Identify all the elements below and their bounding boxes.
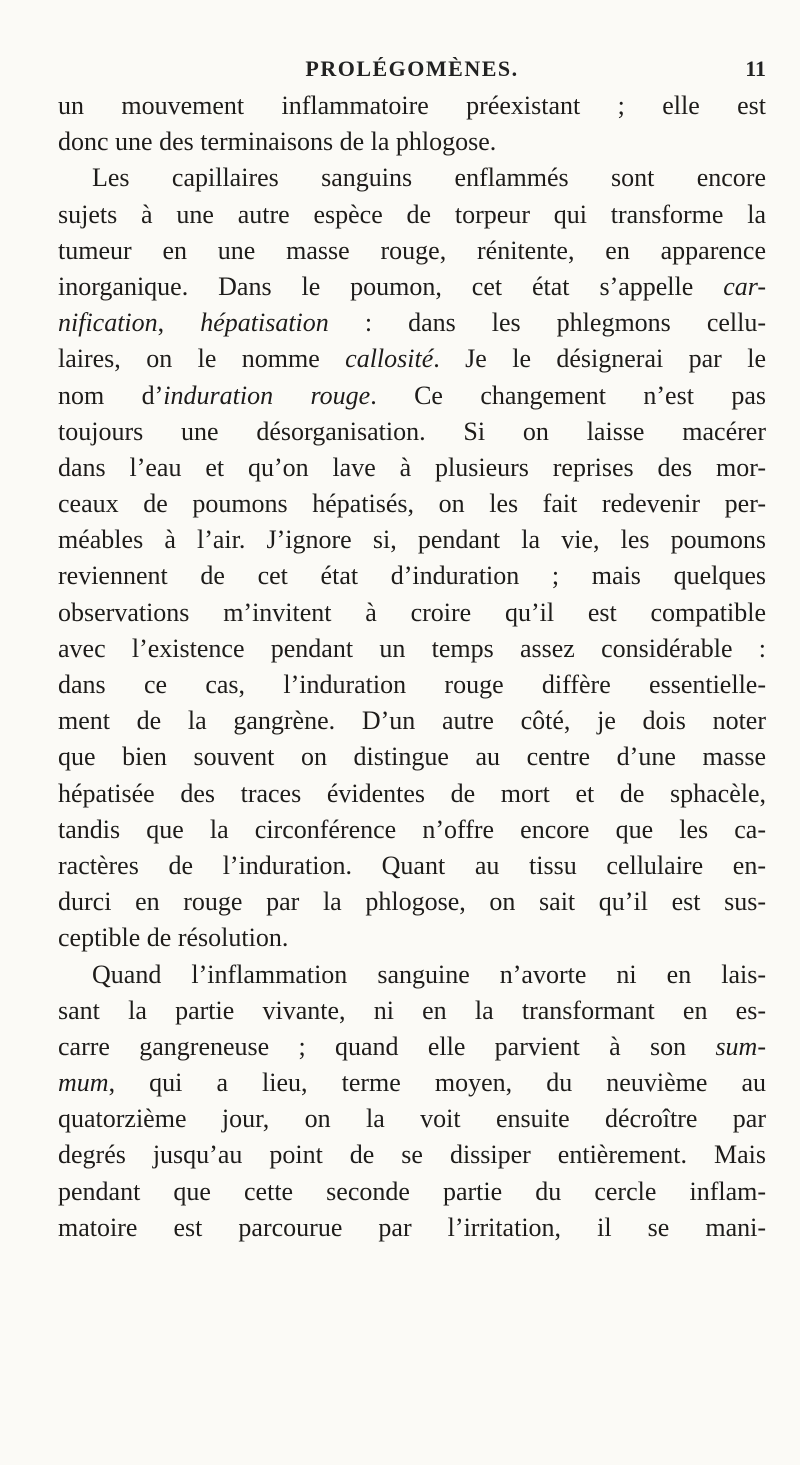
text-line: quatorzième jour, on la voit ensuite décroître par bbox=[58, 1104, 766, 1134]
page-number: 11 bbox=[745, 56, 766, 81]
text-line: degrés jusqu’au point de se dissiper entièrement. Mais bbox=[58, 1140, 766, 1170]
text-line: sujets à une autre espèce de torpeur qui transforme la bbox=[58, 199, 766, 229]
text-line: matoire est parcourue par l’irritation, il se mani- bbox=[58, 1212, 766, 1242]
text-line: tumeur en une masse rouge, rénitente, en apparence bbox=[58, 235, 766, 265]
text-line bbox=[58, 305, 766, 341]
text-fragment: . Ce changement n’est pas bbox=[370, 380, 766, 410]
text-fragment: , qui a lieu, terme moyen, du neuvième au bbox=[108, 1068, 766, 1098]
text-fragment: : dans les phlegmons cellu- bbox=[328, 308, 766, 338]
text-line bbox=[58, 269, 766, 305]
text-line: dans ce cas, l’induration rouge diffère essentielle- bbox=[58, 670, 766, 699]
text-line: méables à l’air. J’ignore si, pendant la vie, les poumons bbox=[58, 525, 766, 555]
italic-term: hépatisation bbox=[200, 308, 329, 338]
italic-term: mum bbox=[58, 1068, 109, 1098]
text-fragment: , bbox=[157, 308, 201, 338]
text-line: durci en rouge par la phlogose, on sait qu’il est sus- bbox=[58, 887, 766, 917]
text-fragment: laires, on le nomme bbox=[58, 344, 346, 374]
italic-term: car- bbox=[723, 271, 766, 301]
text-line: sant la partie vivante, ni en la transformant en es- bbox=[58, 995, 766, 1025]
running-head bbox=[58, 56, 766, 86]
text-line: hépatisée des traces évidentes de mort et de sphacèle, bbox=[58, 778, 766, 808]
running-title: PROLÉGOMÈNES. bbox=[305, 56, 519, 81]
text-line: ceaux de poumons hépatisés, on les fait redevenir per- bbox=[58, 489, 766, 519]
italic-term: sum- bbox=[715, 1031, 766, 1061]
text-line bbox=[58, 378, 766, 414]
text-line: reviennent de cet état d’induration ; mais quelques bbox=[58, 561, 766, 591]
text-line: Les capillaires sanguins enflammés sont encore bbox=[92, 163, 766, 193]
text-fragment: carre gangreneuse ; quand elle parvient à son bbox=[58, 1031, 716, 1061]
text-line: avec l’existence pendant un temps assez considérable : bbox=[58, 633, 766, 663]
body-text bbox=[58, 88, 766, 1246]
text-line: pendant que cette seconde partie du cercle inflam- bbox=[58, 1176, 766, 1206]
text-line: observations m’invitent à croire qu’il est compatible bbox=[58, 597, 766, 627]
text-fragment: . Je le désignerai par le bbox=[433, 344, 766, 374]
text-line: Quand l’inflammation sanguine n’avorte ni en lais- bbox=[92, 959, 766, 989]
text-line: toujours une désorganisation. Si on laisse macérer bbox=[58, 416, 766, 446]
text-line bbox=[58, 341, 766, 377]
text-line bbox=[58, 1029, 766, 1065]
text-line: ceptible de résolution. bbox=[58, 923, 289, 953]
italic-term: induration rouge bbox=[163, 380, 371, 410]
text-line bbox=[58, 1065, 766, 1101]
text-fragment: nom d’ bbox=[58, 380, 164, 410]
text-line: ractères de l’induration. Quant au tissu cellulaire en- bbox=[58, 850, 766, 880]
italic-term: nification bbox=[58, 308, 158, 338]
text-line: donc une des terminaisons de la phlogose. bbox=[58, 127, 497, 157]
text-line: que bien souvent on distingue au centre d’une masse bbox=[58, 742, 766, 772]
text-line: dans l’eau et qu’on lave à plusieurs reprises des mor- bbox=[58, 452, 766, 482]
text-line: ment de la gangrène. D’un autre côté, je dois noter bbox=[58, 706, 766, 736]
text-fragment: inorganique. Dans le poumon, cet état s’appelle bbox=[58, 271, 724, 301]
text-line: un mouvement inflammatoire préexistant ; elle est bbox=[58, 91, 766, 120]
text-line: tandis que la circonférence n’offre encore que les ca- bbox=[58, 814, 766, 844]
italic-term: callosité bbox=[345, 344, 434, 374]
